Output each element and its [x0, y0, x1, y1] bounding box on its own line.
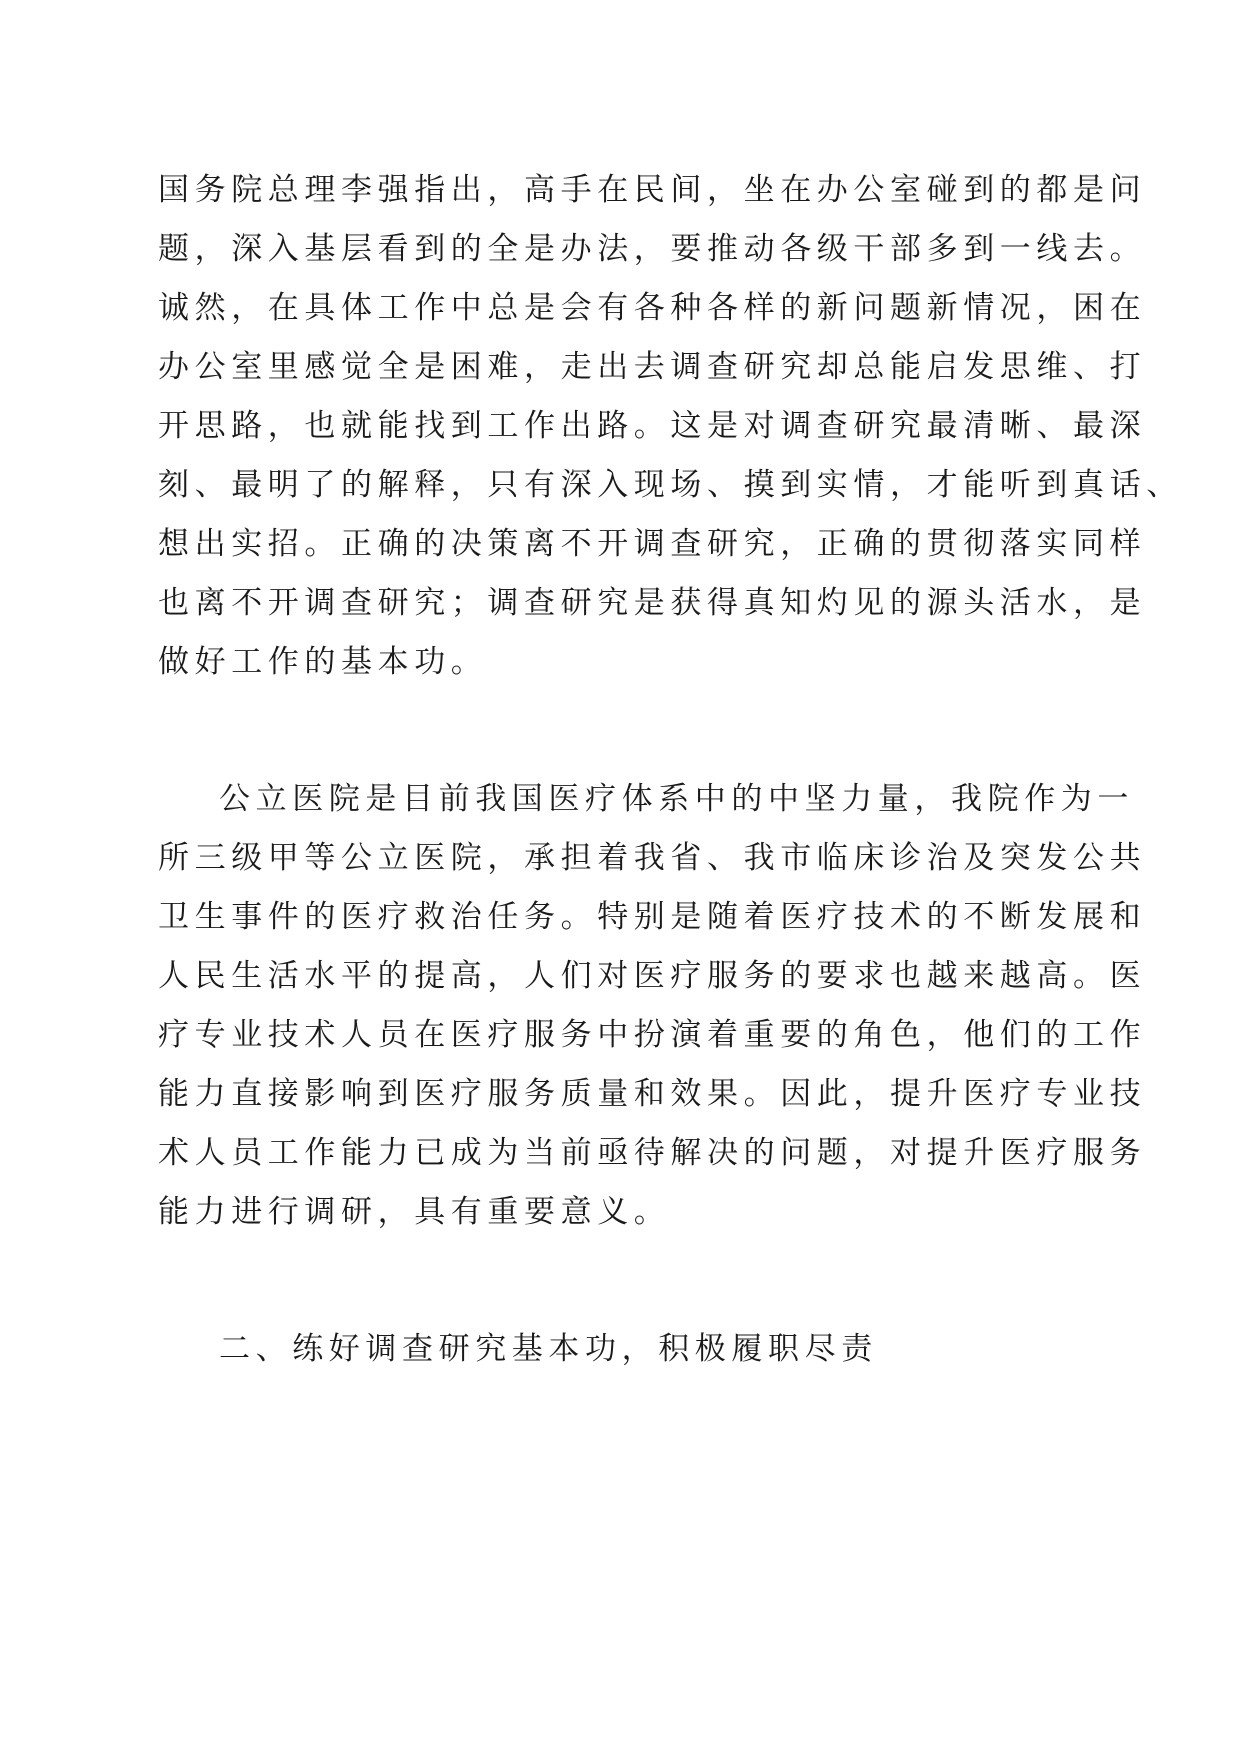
paragraph-2-line-7: 术人员工作能力已成为当前亟待解决的问题，对提升医疗服务	[158, 1135, 1147, 1171]
paragraph-1-line-1: 国务院总理李强指出，高手在民间，坐在办公室碰到的都是问	[158, 172, 1147, 208]
paragraph-1-line-2: 题，深入基层看到的全是办法，要推动各级干部多到一线去。	[158, 231, 1147, 267]
paragraph-1-line-8: 也离不开调查研究；调查研究是获得真知灼见的源头活水，是	[158, 585, 1147, 621]
paragraph-2-line-5: 疗专业技术人员在医疗服务中扮演着重要的角色，他们的工作	[158, 1017, 1147, 1053]
paragraph-2-line-3: 卫生事件的医疗救治任务。特别是随着医疗技术的不断发展和	[158, 899, 1147, 935]
paragraph-2-line-8: 能力进行调研，具有重要意义。	[158, 1194, 671, 1230]
paragraph-1-line-6: 刻、最明了的解释，只有深入现场、摸到实情，才能听到真话、	[158, 467, 1183, 503]
paragraph-2-line-1: 公立医院是目前我国医疗体系中的中坚力量，我院作为一	[219, 781, 1134, 817]
paragraph-2-line-2: 所三级甲等公立医院，承担着我省、我市临床诊治及突发公共	[158, 840, 1147, 876]
paragraph-1-line-9: 做好工作的基本功。	[158, 644, 488, 680]
section-heading: 二、练好调查研究基本功，积极履职尽责	[219, 1331, 878, 1367]
paragraph-1-line-5: 开思路，也就能找到工作出路。这是对调查研究最清晰、最深	[158, 408, 1147, 444]
paragraph-1-line-3: 诚然，在具体工作中总是会有各种各样的新问题新情况，困在	[158, 290, 1147, 326]
paragraph-1-line-4: 办公室里感觉全是困难，走出去调查研究却总能启发思维、打	[158, 349, 1147, 385]
paragraph-2-line-6: 能力直接影响到医疗服务质量和效果。因此，提升医疗专业技	[158, 1076, 1147, 1112]
paragraph-2-line-4: 人民生活水平的提高，人们对医疗服务的要求也越来越高。医	[158, 958, 1147, 994]
paragraph-1-line-7: 想出实招。正确的决策离不开调查研究，正确的贯彻落实同样	[158, 526, 1147, 562]
